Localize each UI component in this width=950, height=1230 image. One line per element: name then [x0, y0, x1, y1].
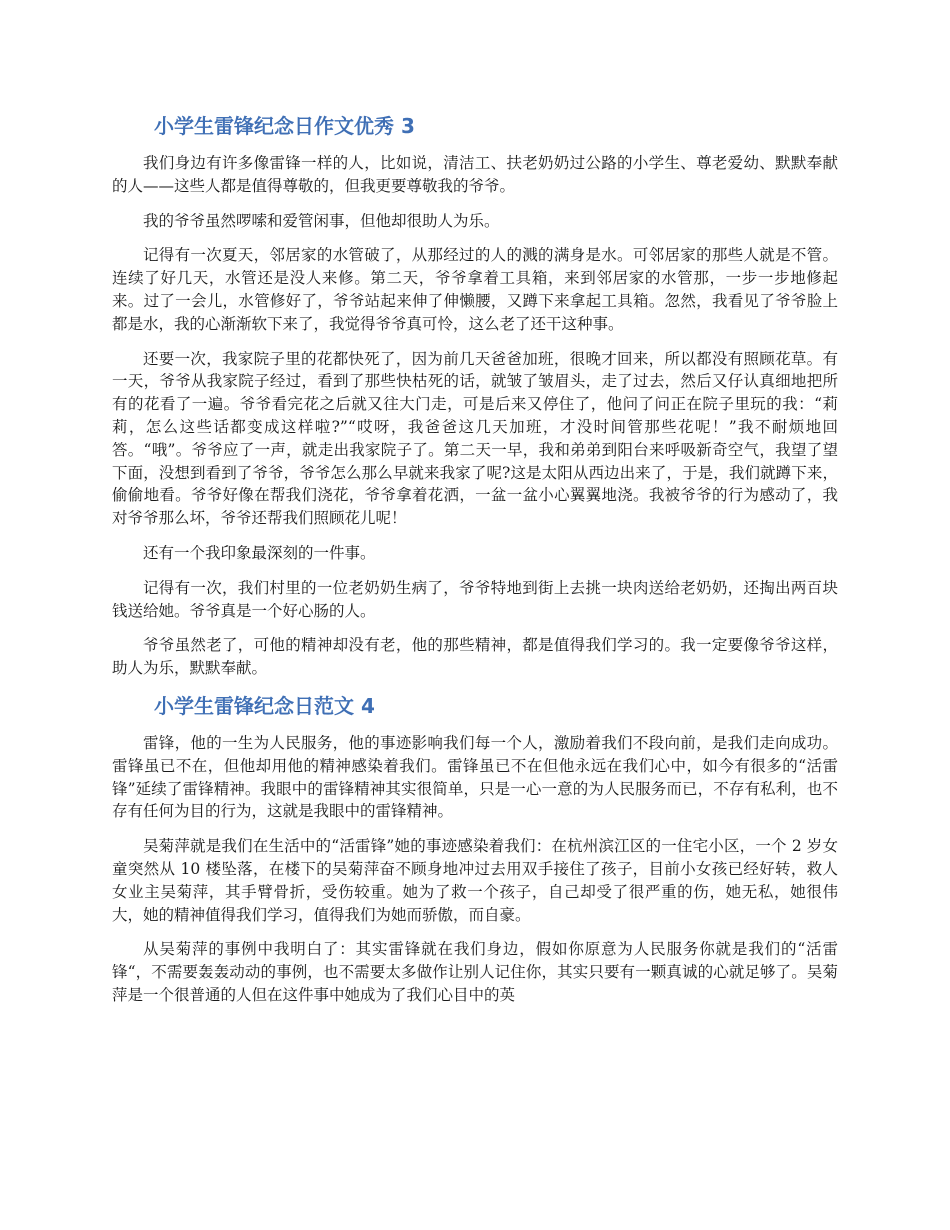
paragraph: 还有一个我印象最深刻的一件事。	[143, 543, 376, 562]
paragraph: 雷锋，他的一生为人民服务，他的事迹影响我们每一个人，激励着我们不段向前，是我们走向成功。雷锋虽已不在，但他却用他的精神感染着我们。雷锋虽已不在但他永远在我们心中，如今有很多的“活雷锋”延续了雷锋精神。我眼中的雷锋精神其实很简单，只是一心一意的为人民服务而已，不存有私利，也不存有任何为目的行为，这就是我眼中的雷锋精神。	[112, 733, 838, 821]
paragraph: 爷爷虽然老了，可他的精神却没有老，他的那些精神，都是值得我们学习的。我一定要像爷爷这样，助人为乐，默默奉献。	[112, 636, 838, 678]
paragraph: 我们身边有许多像雷锋一样的人，比如说，清洁工、扶老奶奶过公路的小学生、尊老爱幼、默默奉献的人——这些人都是值得尊敬的，但我更要尊敬我的爷爷。	[112, 154, 838, 195]
section-essay-4	[112, 692, 838, 1007]
section-heading: 小学生雷锋纪念日范文 4	[154, 693, 375, 718]
paragraph: 还要一次，我家院子里的花都快死了，因为前几天爸爸加班，很晚才回来，所以都没有照顾花草。有一天，爷爷从我家院子经过，看到了那些快枯死的话，就皱了皱眉头，走了过去，然后又仔认真细地把所有的花看了一遍。爷爷看完花之后就又往大门走，可是后来又停住了，他问了问正在院子里玩的我：“莉莉，怎么这些话都变成这样啦?”“哎呀，我爸爸这几天加班，才没时间管那些花呢！”我不耐烦地回答。“哦”。爷爷应了一声，就走出我家院子了。第二天一早，我和弟弟到阳台来呼吸新奇空气，我望了望下面，没想到看到了爷爷，爷爷怎么那么早就来我家了呢?这是太阳从西边出来了，于是，我们就蹲下来，偷偷地看。爷爷好像在帮我们浇花，爷爷拿着花洒，一盆一盆小心翼翼地浇。我被爷爷的行为感动了，我对爷爷那么坏，爷爷还帮我们照顾花儿呢！	[112, 349, 838, 528]
section-essay-3	[112, 112, 838, 680]
paragraph: 从吴菊萍的事例中我明白了：其实雷锋就在我们身边，假如你原意为人民服务你就是我们的“活雷锋“，不需要轰轰动动的事例，也不需要太多做作让别人记住你，其实只要有一颗真诚的心就足够了。吴菊萍是一个很普通的人但在这件事中她成为了我们心目中的英	[112, 940, 838, 1004]
paragraph: 我的爷爷虽然啰嗦和爱管闲事，但他却很助人为乐。	[143, 211, 500, 230]
paragraph: 记得有一次夏天，邻居家的水管破了，从那经过的人的溅的满身是水。可邻居家的那些人就是不管。连续了好几天，水管还是没人来修。第二天，爷爷拿着工具箱，来到邻居家的水管那，一步一步地修起来。过了一会儿，水管修好了，爷爷站起来伸了伸懒腰，又蹲下来拿起工具箱。忽然，我看见了爷爷脸上都是水，我的心渐渐软下来了，我觉得爷爷真可怜，这么老了还干这种事。	[112, 246, 838, 333]
section-heading: 小学生雷锋纪念日作文优秀 3	[154, 114, 415, 138]
paragraph: 记得有一次，我们村里的一位老奶奶生病了，爷爷特地到街上去挑一块肉送给老奶奶，还掏出两百块钱送给她。爷爷真是一个好心肠的人。	[112, 578, 838, 620]
paragraph: 吴菊萍就是我们在生活中的“活雷锋”她的事迹感染着我们：在杭州滨江区的一住宅小区，一个 2 岁女童突然从 10 楼坠落，在楼下的吴菊萍奋不顾身地冲过去用双手接住了孩子，目前小女孩已经好转，救人女业主吴菊萍，其手臂骨折，受伤较重。她为了救一个孩子，自己却受了很严重的伤，她无私，她很伟大，她的精神值得我们学习，值得我们为她而骄傲，而自豪。	[112, 837, 838, 924]
